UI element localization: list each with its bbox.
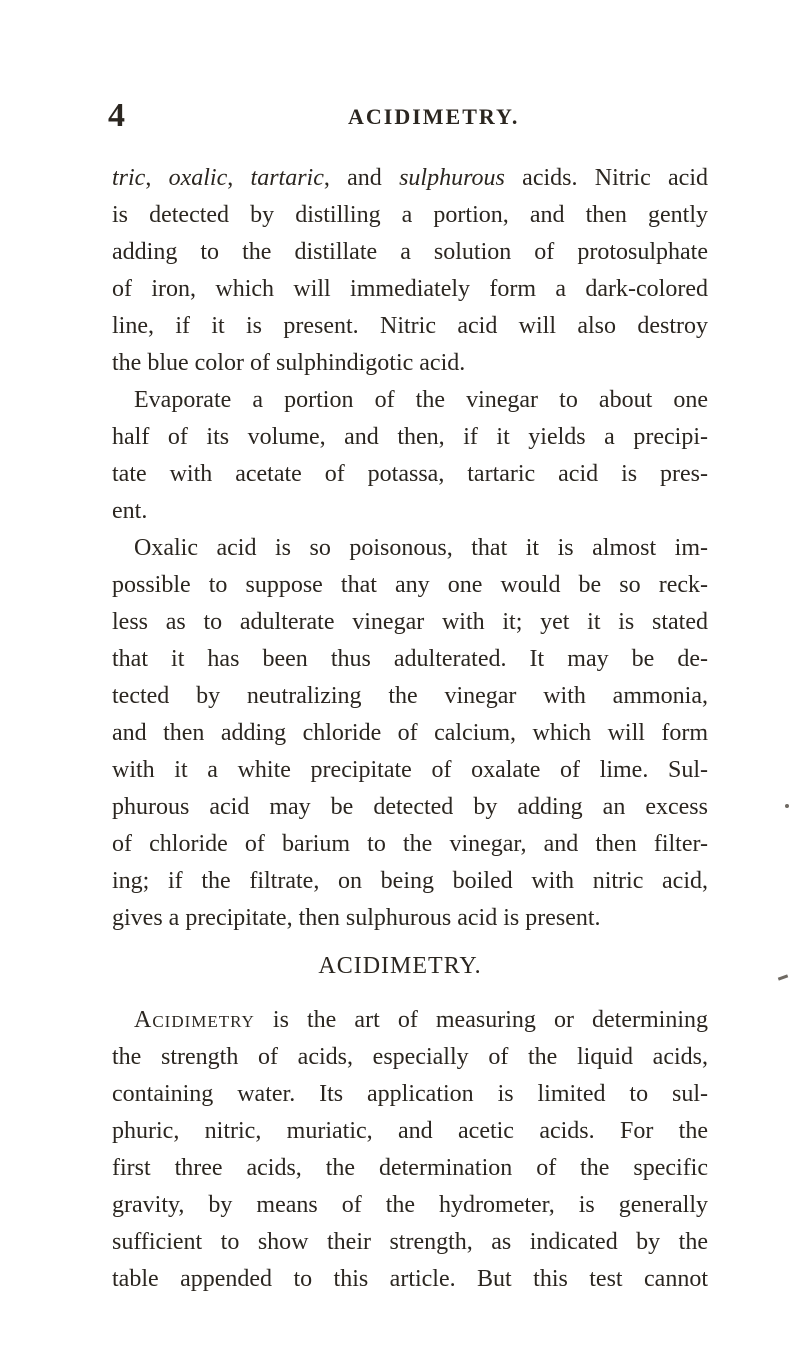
text-line: of iron, which will immediately form a dark-colored	[112, 276, 708, 302]
text-line: and then adding chloride of calcium, which will form	[112, 720, 708, 746]
text-line: Evaporate a portion of the vinegar to about one	[134, 387, 708, 413]
italic-word: tartaric	[250, 165, 324, 191]
text-line: with it a white precipitate of oxalate of lime. Sul-	[112, 757, 708, 783]
text-line: less as to adulterate vinegar with it; yet it is stated	[112, 609, 708, 635]
text-line: the blue color of sulphindigotic acid.	[112, 350, 466, 376]
text-line: Oxalic acid is so poisonous, that it is almost im-	[134, 535, 708, 561]
text-line: possible to suppose that any one would be so reck-	[112, 572, 708, 598]
running-title: ACIDIMETRY.	[348, 104, 520, 129]
text-line: line, if it is present. Nitric acid will also destroy	[112, 313, 708, 339]
text-line: phuric, nitric, muriatic, and acetic acids. For the	[112, 1118, 708, 1144]
text-line: table appended to this article. But this test cannot	[112, 1266, 708, 1292]
italic-word: oxalic	[168, 165, 228, 191]
text-line: phurous acid may be detected by adding an excess	[112, 794, 708, 820]
text-line: sufficient to show their strength, as indicated by the	[112, 1229, 708, 1255]
section-heading: ACIDIMETRY.	[318, 953, 482, 979]
text-line: ing; if the filtrate, on being boiled with nitric acid,	[112, 868, 708, 894]
text-line: of chloride of barium to the vinegar, and then filter-	[112, 831, 708, 857]
text-line: containing water. Its application is limited to sul-	[112, 1081, 708, 1107]
text-line: is detected by distilling a portion, and then gently	[112, 202, 708, 228]
running-head	[108, 96, 708, 136]
text-line: that it has been thus adulterated. It may be de-	[112, 646, 708, 672]
text-line: adding to the distillate a solution of protosulphate	[112, 239, 708, 265]
text-fragment: , and	[323, 165, 400, 191]
ink-speck	[785, 804, 789, 808]
text-line: first three acids, the determination of the specific	[112, 1155, 708, 1181]
text-line: tate with acetate of potassa, tartaric acid is pres-	[112, 461, 708, 487]
text-line: tected by neutralizing the vinegar with ammonia,	[112, 683, 708, 709]
text-fragment: ,	[227, 165, 251, 191]
text-line: half of its volume, and then, if it yields a precipi-	[112, 424, 708, 450]
text-fragment: ,	[145, 165, 169, 191]
text-line: gravity, by means of the hydrometer, is generally	[112, 1192, 708, 1218]
italic-word: tric	[112, 165, 146, 191]
text-line: the strength of acids, especially of the liquid acids,	[112, 1044, 708, 1070]
text-line	[112, 160, 708, 196]
lead-word: Acidimetry	[134, 1007, 255, 1033]
italic-word: sulphurous	[399, 165, 505, 191]
text-line	[134, 1002, 708, 1038]
text-fragment: is the art of measuring or determining	[254, 1007, 708, 1033]
text-line: ent.	[112, 498, 148, 524]
text-line: gives a precipitate, then sulphurous acid is present.	[112, 905, 601, 931]
page-number: 4	[108, 97, 125, 134]
text-fragment: acids. Nitric acid	[504, 165, 708, 191]
